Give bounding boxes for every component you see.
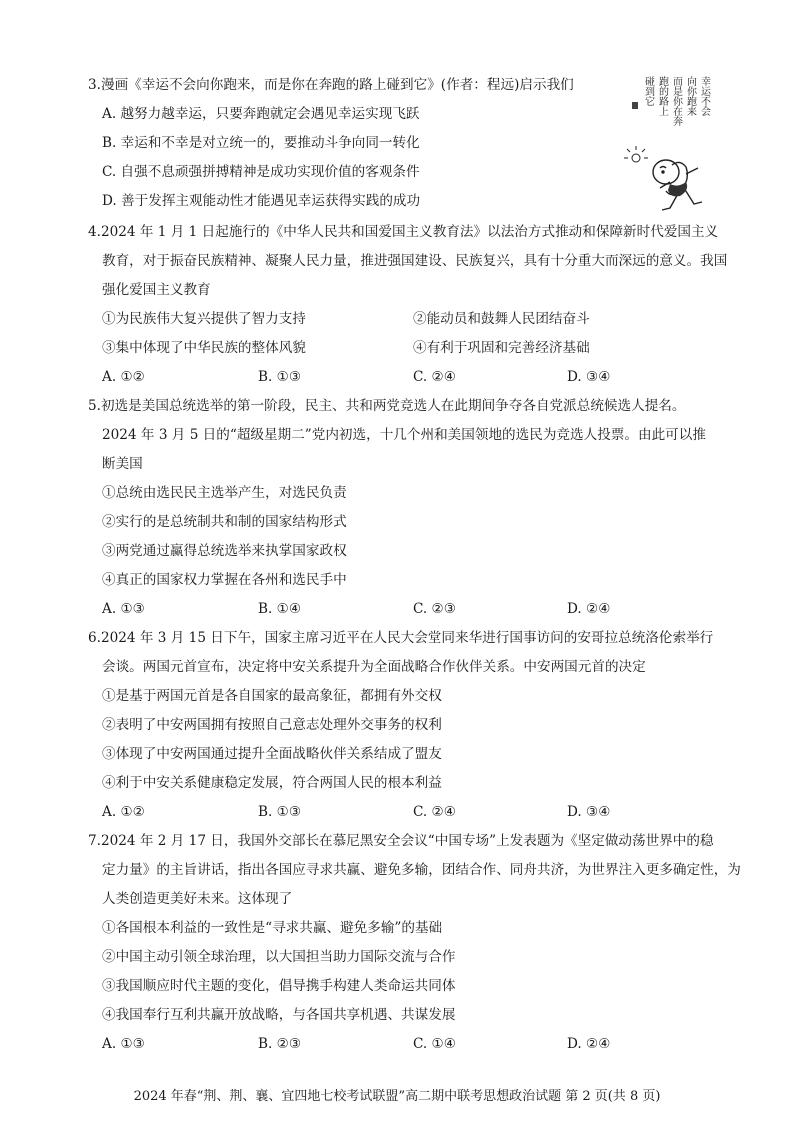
cartoon-text-col-5: 碰到它 <box>642 76 654 106</box>
q6-item-2: ②表明了中安两国拥有按照自己意志处理外交事务的权利 <box>102 717 442 733</box>
sparkle-icon <box>624 146 648 162</box>
q7-choice-d: D. ②④ <box>567 1036 611 1052</box>
q5-item-3: ③两党通过赢得总统选举来执掌国家政权 <box>102 543 347 559</box>
q6-item-4: ④利于中安关系健康稳定发展，符合两国人民的根本利益 <box>102 775 442 791</box>
figure-body-fill <box>668 182 687 196</box>
cartoon-svg <box>608 62 718 217</box>
q5-choice-c: C. ②③ <box>413 601 456 617</box>
q5-stem-line-1: 5.初选是美国总统选举的第一阶段，民主、共和两党竞选人在此期间争夺各自党派总统候选人提名。 <box>88 398 686 414</box>
q4-stem-line-3: 强化爱国主义教育 <box>102 282 211 298</box>
q7-item-3: ③我国顺应时代主题的变化，倡导携手构建人类命运共同体 <box>102 978 456 994</box>
q4-choice-c: C. ②④ <box>413 369 456 385</box>
q7-stem-line-3: 人类创造更美好未来。这体现了 <box>102 891 293 907</box>
q3-option-b: B. 幸运和不幸是对立统一的，要推动斗争向同一转化 <box>102 135 420 151</box>
q7-item-4: ④我国奉行互利共赢开放战略，与各国共享机遇、共谋发展 <box>102 1007 456 1023</box>
q5-item-1: ①总统由选民民主选举产生，对选民负责 <box>102 485 347 501</box>
cartoon-text-col-4: 跑的路上 <box>656 76 668 116</box>
q5-stem-line-2: 2024 年 3 月 5 日的“超级星期二”党内初选，十几个州和美国领地的选民为竞选人投票。由此可以推 <box>102 427 706 443</box>
q4-stem-line-2: 教育，对于振奋民族精神、凝聚人民力量，推进强国建设、民族复兴，具有十分重大而深远的意义。我国 <box>102 253 728 269</box>
q6-choice-d: D. ③④ <box>567 804 611 820</box>
q4-item-4: ④有利于巩固和完善经济基础 <box>413 340 590 356</box>
q4-item-2: ②能动员和鼓舞人民团结奋斗 <box>413 311 590 327</box>
q4-choice-a: A. ①② <box>102 369 145 385</box>
q3-stem: 3.漫画《幸运不会向你跑来，而是你在奔跑的路上碰到它》(作者：程远)启示我们 <box>88 77 574 93</box>
running-figure-icon <box>653 160 702 210</box>
q7-choice-b: B. ②③ <box>258 1036 302 1052</box>
q7-choice-c: C. ①④ <box>413 1036 456 1052</box>
q3-option-a: A. 越努力越幸运，只要奔跑就定会遇见幸运实现飞跃 <box>102 106 420 122</box>
q6-item-3: ③体现了中安两国通过提升全面战略伙伴关系结成了盟友 <box>102 746 442 762</box>
cartoon-text-col-1: 幸运不会 <box>698 76 710 116</box>
cartoon-seal-icon <box>632 102 638 109</box>
q3-option-d: D. 善于发挥主观能动性才能遇见幸运获得实践的成功 <box>102 193 421 209</box>
q6-stem-line-1: 6.2024 年 3 月 15 日下午，国家主席习近平在人民大会堂同来华进行国事访问的安哥拉总统洛伦索举行 <box>88 630 714 646</box>
q4-choice-d: D. ③④ <box>567 369 611 385</box>
q5-stem-line-3: 断美国 <box>102 456 143 472</box>
q5-choice-b: B. ①④ <box>258 601 302 617</box>
q7-stem-line-1: 7.2024 年 2 月 17 日，我国外交部长在慕尼黑安全会议“中国专场”上发表题为《坚定做动荡世界中的稳 <box>88 833 714 849</box>
q7-stem-line-2: 定力量》的主旨讲话，指出各国应寻求共赢、避免多输，团结合作、同舟共济，为世界注入更多确定性，为 <box>102 862 741 878</box>
q6-choice-a: A. ①② <box>102 804 145 820</box>
q6-stem-line-2: 会谈。两国元首宣布，决定将中安关系提升为全面战略合作伙伴关系。中安两国元首的决定 <box>102 659 646 675</box>
q4-choice-b: B. ①③ <box>258 369 302 385</box>
q4-item-1: ①为民族伟大复兴提供了智力支持 <box>102 311 306 327</box>
q7-item-1: ①各国根本利益的一致性是“寻求共赢、避免多输”的基础 <box>102 920 443 936</box>
q6-choice-c: C. ②④ <box>413 804 456 820</box>
q6-choice-b: B. ①③ <box>258 804 302 820</box>
q4-item-3: ③集中体现了中华民族的整体风貌 <box>102 340 306 356</box>
q7-choice-a: A. ①③ <box>102 1036 145 1052</box>
cartoon-text-col-2: 向你跑来 <box>684 76 696 116</box>
q4-stem-line-1: 4.2024 年 1 月 1 日起施行的《中华人民共和国爱国主义教育法》以法治方式推动和保障新时代爱国主义 <box>88 224 719 240</box>
q3-cartoon-illustration <box>608 62 718 217</box>
q5-choice-d: D. ②④ <box>567 601 611 617</box>
cartoon-text-col-3: 而是你在奔 <box>670 76 682 126</box>
q5-item-4: ④真正的国家权力掌握在各州和选民手中 <box>102 572 347 588</box>
q5-item-2: ②实行的是总统制共和制的国家结构形式 <box>102 514 347 530</box>
q3-option-c: C. 自强不息顽强拼搏精神是成功实现价值的客观条件 <box>102 164 420 180</box>
page-footer: 2024 年春“荆、荆、襄、宜四地七校考试联盟”高二期中联考思想政治试题 第 2 页(共 8 页) <box>133 1089 661 1104</box>
q6-item-1: ①是基于两国元首是各自国家的最高象征，都拥有外交权 <box>102 688 442 704</box>
q7-item-2: ②中国主动引领全球治理，以大国担当助力国际交流与合作 <box>102 949 456 965</box>
q5-choice-a: A. ①③ <box>102 601 145 617</box>
